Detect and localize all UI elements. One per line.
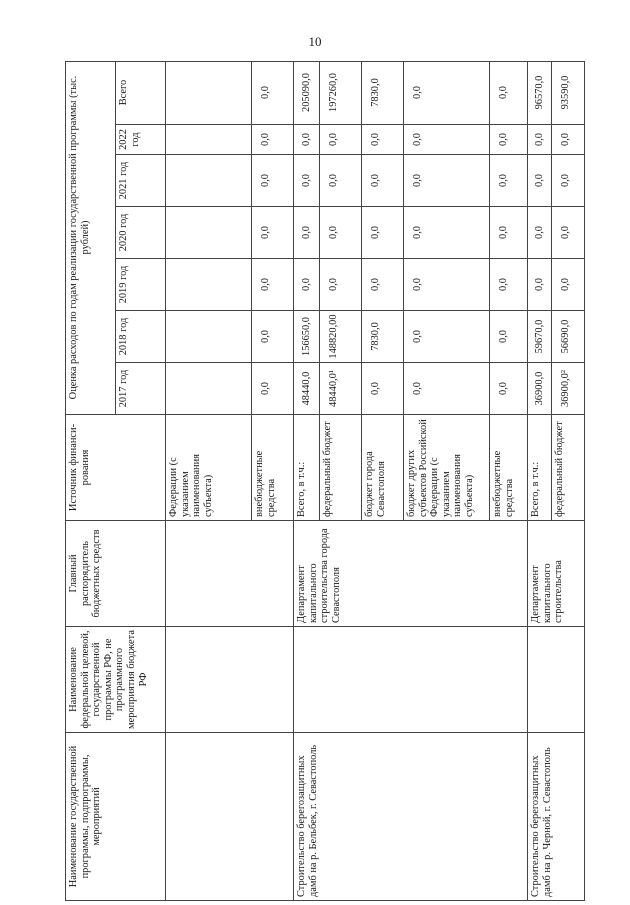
value-cell: 0,0 — [251, 61, 293, 125]
program-cell: Строительство берегозащитных дамб на р. Бельбек, г. Севастополь — [293, 733, 527, 901]
source-cell: внебюджетные средства — [489, 415, 527, 521]
value-cell: 0,0 — [551, 155, 585, 207]
table-rotator — [65, 61, 585, 901]
value-cell: 148820,00 — [319, 311, 361, 363]
value-cell: 0,0 — [361, 259, 403, 311]
value-cell: 0,0 — [403, 311, 489, 363]
distributor-cell: Департамент капитального строительства — [527, 521, 585, 627]
program-cell: Строительство берегозащитных дамб на р. Черной, г. Севастополь — [527, 733, 585, 901]
value-cell: 0,0 — [293, 259, 319, 311]
value-cell: 0,0 — [251, 125, 293, 155]
source-cell: федеральный бюджет — [319, 415, 361, 521]
value-cell: 93590,0 — [551, 61, 585, 125]
value-cell — [165, 311, 251, 363]
value-cell: 0,0 — [361, 363, 403, 415]
value-cell — [165, 155, 251, 207]
value-cell: 0,0 — [251, 311, 293, 363]
federal-program-cell — [165, 627, 293, 733]
distributor-cell: Департамент капитального строительства города Севастополя — [293, 521, 527, 627]
value-cell: 0,0 — [361, 207, 403, 259]
header-year-2019: 2019 год — [115, 259, 165, 311]
budget-table — [65, 61, 585, 901]
value-cell: 0,0 — [319, 259, 361, 311]
value-cell: 0,0 — [489, 61, 527, 125]
value-cell: 0,0 — [293, 155, 319, 207]
value-cell: 0,0 — [361, 155, 403, 207]
source-cell: внебюджетные средства — [251, 415, 293, 521]
value-cell: 0,0 — [251, 155, 293, 207]
value-cell: 0,0 — [527, 207, 551, 259]
value-cell: 0,0 — [403, 61, 489, 125]
header-year-2017: 2017 год — [115, 363, 165, 415]
value-cell — [165, 125, 251, 155]
value-cell — [165, 61, 251, 125]
value-cell: 0,0 — [489, 207, 527, 259]
header-estimate: Оценка расходов по годам реализации государственной программы (тыс. рублей) — [65, 61, 115, 415]
table-border-bottom — [584, 61, 585, 901]
value-cell: 0,0 — [527, 125, 551, 155]
value-cell: 0,0 — [251, 207, 293, 259]
page-number: 10 — [308, 34, 322, 49]
header-year-2018: 2018 год — [115, 311, 165, 363]
header-distributor: Главный распорядитель бюджетных средств — [65, 521, 165, 627]
table-border-right — [65, 61, 585, 62]
value-cell: 0,0 — [527, 155, 551, 207]
value-cell: 0,0 — [527, 259, 551, 311]
header-total: Всего — [115, 61, 165, 125]
value-cell: 0,0 — [319, 207, 361, 259]
value-cell: 7830,0 — [361, 61, 403, 125]
value-cell: 7830,0 — [361, 311, 403, 363]
value-cell: 156650,0 — [293, 311, 319, 363]
header-year-2021: 2021 год — [115, 155, 165, 207]
value-cell: 0,0 — [319, 155, 361, 207]
value-cell: 0,0 — [489, 155, 527, 207]
value-cell: 56690,0 — [551, 311, 585, 363]
source-cell: бюджет города Севастополя — [361, 415, 403, 521]
program-cell — [165, 733, 293, 901]
header-source: Источник финанси-рования — [65, 415, 165, 521]
value-cell: 0,0 — [293, 207, 319, 259]
value-cell — [165, 363, 251, 415]
value-cell: 0,0 — [403, 125, 489, 155]
value-cell — [165, 207, 251, 259]
value-cell — [165, 259, 251, 311]
value-cell: 0,0 — [551, 207, 585, 259]
value-cell: 0,0 — [551, 125, 585, 155]
header-federal-program: Наименование федеральной целевой, государственной программы РФ, не программного мероприятия бюджета РФ — [65, 627, 165, 733]
value-cell: 0,0 — [403, 259, 489, 311]
header-year-2020: 2020 год — [115, 207, 165, 259]
value-cell: 36900,0² — [551, 363, 585, 415]
distributor-cell — [165, 521, 293, 627]
value-cell: 0,0 — [489, 259, 527, 311]
federal-program-cell — [293, 627, 527, 733]
source-cell: Всего, в т.ч.: — [293, 415, 319, 521]
value-cell: 0,0 — [361, 125, 403, 155]
value-cell: 36900,0 — [527, 363, 551, 415]
value-cell: 0,0 — [489, 363, 527, 415]
source-cell: федеральный бюджет — [551, 415, 585, 521]
value-cell: 197260,0 — [319, 61, 361, 125]
source-cell: Всего, в т.ч.: — [527, 415, 551, 521]
source-cell: Федерации (с указанием наименования субъекта) — [165, 415, 251, 521]
source-cell: бюджет других субъектов Российской Федерации (с указанием наименования субъекта) — [403, 415, 489, 521]
value-cell: 48440,0¹ — [319, 363, 361, 415]
value-cell: 0,0 — [551, 259, 585, 311]
header-program: Наименование государственной программы, подпрограммы, мероприятий — [65, 733, 165, 901]
value-cell: 48440,0 — [293, 363, 319, 415]
value-cell: 0,0 — [403, 207, 489, 259]
header-year-2022: 2022 год — [115, 125, 165, 155]
value-cell: 0,0 — [403, 155, 489, 207]
value-cell: 59670,0 — [527, 311, 551, 363]
value-cell: 0,0 — [319, 125, 361, 155]
value-cell: 205090,0 — [293, 61, 319, 125]
value-cell: 0,0 — [293, 125, 319, 155]
value-cell: 0,0 — [251, 259, 293, 311]
value-cell: 0,0 — [403, 363, 489, 415]
value-cell: 96570,0 — [527, 61, 551, 125]
value-cell: 0,0 — [489, 311, 527, 363]
federal-program-cell — [527, 627, 585, 733]
value-cell: 0,0 — [489, 125, 527, 155]
value-cell: 0,0 — [251, 363, 293, 415]
